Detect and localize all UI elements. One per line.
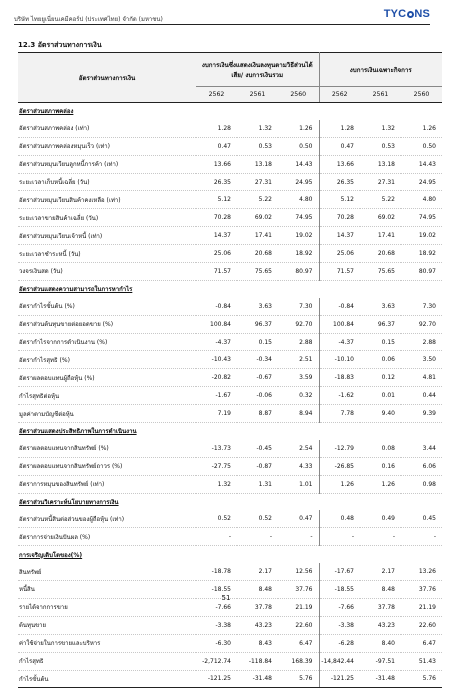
ratio-value-cell: 0.52 [237, 510, 278, 527]
ratio-value-cell: 0.98 [401, 475, 442, 493]
ratio-value-cell: -97.51 [360, 652, 401, 670]
ratio-value-cell: -17.67 [319, 563, 360, 580]
ratio-label: หนี้สิน [18, 581, 196, 599]
table-row [18, 209, 442, 227]
ratio-value-cell: 0.53 [237, 137, 278, 155]
ratio-value-cell: -10.10 [319, 351, 360, 369]
ratio-value-cell: 1.28 [196, 120, 237, 137]
ratio-value-cell: 0.08 [360, 440, 401, 457]
ratio-label: อัตรากำไรขั้นต้น (%) [18, 298, 196, 315]
ratio-value-cell: 3.44 [401, 440, 442, 457]
ratio-label: อัตราส่วนต้นทุนขายต่อยอดขาย (%) [18, 315, 196, 333]
category-row [18, 103, 442, 120]
company-logo [384, 8, 430, 20]
ratio-value-cell: 43.23 [237, 616, 278, 634]
table-row [18, 563, 442, 580]
ratio-value-cell: 0.45 [401, 510, 442, 527]
ratio-value-cell: 18.92 [401, 245, 442, 263]
ratio-label: วงจรเงินสด (วัน) [18, 263, 196, 281]
ratio-value-cell: -10.43 [196, 351, 237, 369]
ratio-value-cell: 5.22 [360, 191, 401, 209]
ratio-value-cell: 100.84 [319, 315, 360, 333]
ratio-value-cell: -20.82 [196, 369, 237, 387]
section-title: 12.3 อัตราส่วนทางการเงิน [18, 41, 102, 49]
ratio-label: อัตรากำไรสุทธิ (%) [18, 351, 196, 369]
ratio-value-cell: 5.22 [237, 191, 278, 209]
ratio-label: อัตราส่วนสภาพคล่องหมุนเร็ว (เท่า) [18, 137, 196, 155]
ratio-value-cell: 19.02 [401, 227, 442, 245]
ratio-value-cell: 24.95 [401, 173, 442, 191]
ratio-value-cell: 168.39 [278, 652, 319, 670]
ratio-value-cell: 8.48 [360, 581, 401, 599]
ratio-value-cell: -31.48 [237, 670, 278, 688]
category-row [18, 493, 442, 510]
ratio-value-cell: 8.94 [278, 405, 319, 423]
ratio-value-cell: 1.26 [360, 475, 401, 493]
ratio-value-cell: 13.18 [360, 155, 401, 173]
ratio-value-cell: 2.88 [278, 333, 319, 351]
ratio-value-cell: 6.47 [401, 634, 442, 652]
ratio-value-cell: -6.28 [319, 634, 360, 652]
table-row [18, 670, 442, 688]
ratio-value-cell: 6.06 [401, 457, 442, 475]
ratio-label: รายได้จากการขาย [18, 598, 196, 616]
ratio-value-cell: 22.60 [401, 616, 442, 634]
ratio-value-cell: 5.12 [196, 191, 237, 209]
category-label: อัตราส่วนแสดงความสามารถในการหากำไร [19, 286, 133, 294]
ratio-value-cell: 51.43 [401, 652, 442, 670]
ratio-value-cell: 74.95 [278, 209, 319, 227]
ratio-value-cell: 69.02 [360, 209, 401, 227]
ratio-value-cell: 1.28 [319, 120, 360, 137]
ratio-value-cell: 3.63 [237, 298, 278, 315]
ratio-value-cell: -0.45 [237, 440, 278, 457]
ratio-value-cell: 18.92 [278, 245, 319, 263]
ratio-value-cell: 70.28 [319, 209, 360, 227]
ratio-value-cell: 80.97 [278, 263, 319, 281]
ratio-value-cell: 9.39 [401, 405, 442, 423]
table-row [18, 405, 442, 423]
ratio-value-cell: 92.70 [278, 315, 319, 333]
logo-text-left: TYC [383, 8, 407, 20]
ratio-value-cell: -7.66 [196, 598, 237, 616]
ratio-value-cell: 0.32 [278, 387, 319, 405]
year-header: 2561 [237, 87, 278, 103]
ratio-value-cell: 6.47 [278, 634, 319, 652]
ratio-value-cell: -4.37 [196, 333, 237, 351]
year-header: 2560 [278, 87, 319, 103]
ratio-value-cell: 14.43 [278, 155, 319, 173]
category-row [18, 280, 442, 297]
logo-ring-icon [407, 11, 414, 18]
ratio-value-cell: 2.17 [360, 563, 401, 580]
ratio-value-cell: 21.19 [278, 598, 319, 616]
ratio-value-cell: 0.47 [278, 510, 319, 527]
ratio-value-cell: -0.06 [237, 387, 278, 405]
ratio-value-cell: -18.55 [319, 581, 360, 599]
ratio-value-cell: -12.79 [319, 440, 360, 457]
ratio-label: อัตราส่วนหมุนเวียนเจ้าหนี้ (เท่า) [18, 227, 196, 245]
ratio-label: กำไรขั้นต้น [18, 670, 196, 688]
ratio-value-cell: 20.68 [360, 245, 401, 263]
table-row [18, 263, 442, 281]
ratio-value-cell: 13.18 [237, 155, 278, 173]
ratio-value-cell: 27.31 [360, 173, 401, 191]
ratio-value-cell: -0.84 [319, 298, 360, 315]
category-row [18, 423, 442, 440]
table-row [18, 652, 442, 670]
ratio-value-cell: 69.02 [237, 209, 278, 227]
ratio-value-cell: 75.65 [360, 263, 401, 281]
ratio-value-cell: 7.78 [319, 405, 360, 423]
ratio-value-cell: 7.30 [278, 298, 319, 315]
ratio-value-cell: 1.26 [278, 120, 319, 137]
table-row [18, 245, 442, 263]
ratio-value-cell: -0.67 [237, 369, 278, 387]
ratio-value-cell: 70.28 [196, 209, 237, 227]
ratio-value-cell: 0.01 [360, 387, 401, 405]
table-row [18, 351, 442, 369]
ratio-value-cell: -1.67 [196, 387, 237, 405]
ratio-value-cell: 1.01 [278, 475, 319, 493]
ratio-value-cell: 0.50 [278, 137, 319, 155]
ratio-value-cell: 25.06 [319, 245, 360, 263]
ratio-label: อัตราส่วนหนี้สินต่อส่วนของผู้ถือหุ้น (เท่า) [18, 510, 196, 527]
ratio-value-cell: 92.70 [401, 315, 442, 333]
ratio-value-cell: 21.19 [401, 598, 442, 616]
ratio-label: มูลค่าตามบัญชีต่อหุ้น [18, 405, 196, 423]
ratio-value-cell: 25.06 [196, 245, 237, 263]
ratio-value-cell: 5.76 [401, 670, 442, 688]
ratio-label: อัตราผลตอบแทนผู้ถือหุ้น (%) [18, 369, 196, 387]
ratio-value-cell: -118.84 [237, 652, 278, 670]
table-row [18, 440, 442, 457]
ratio-value-cell: 9.40 [360, 405, 401, 423]
ratio-label: ค่าใช้จ่ายในการขายและบริหาร [18, 634, 196, 652]
ratio-value-cell: 37.78 [360, 598, 401, 616]
ratio-value-cell: -18.55 [196, 581, 237, 599]
ratio-value-cell: 20.68 [237, 245, 278, 263]
ratio-value-cell: 71.57 [196, 263, 237, 281]
ratio-value-cell: 7.30 [401, 298, 442, 315]
ratio-label: อัตราส่วนหมุนเวียนลูกหนี้การค้า (เท่า) [18, 155, 196, 173]
table-row [18, 227, 442, 245]
category-label: การเจริญเติบโตของ(%) [19, 551, 83, 559]
ratio-value-cell: 1.32 [360, 120, 401, 137]
ratio-value-cell: -0.84 [196, 298, 237, 315]
ratio-value-cell: 100.84 [196, 315, 237, 333]
ratio-value-cell: 8.87 [237, 405, 278, 423]
ratio-value-cell: 75.65 [237, 263, 278, 281]
ratio-label: สินทรัพย์ [18, 563, 196, 580]
ratio-value-cell: 43.23 [360, 616, 401, 634]
ratio-value-cell: 71.57 [319, 263, 360, 281]
ratio-value-cell: 1.32 [196, 475, 237, 493]
financial-ratio-table [18, 52, 442, 688]
table-row [18, 333, 442, 351]
header-rule [14, 24, 430, 25]
table-row [18, 634, 442, 652]
table-row [18, 369, 442, 387]
ratio-value-cell: 8.40 [360, 634, 401, 652]
table-row [18, 298, 442, 315]
category-row [18, 546, 442, 563]
ratio-value-cell: 1.32 [237, 120, 278, 137]
ratio-value-cell: -31.48 [360, 670, 401, 688]
ratio-label: ระยะเวลาชำระหนี้ (วัน) [18, 245, 196, 263]
ratio-value-cell: 0.44 [401, 387, 442, 405]
ratio-value-cell: -7.66 [319, 598, 360, 616]
ratio-value-cell: 0.52 [196, 510, 237, 527]
ratio-value-cell: 8.43 [237, 634, 278, 652]
ratio-value-cell: - [278, 528, 319, 546]
ratio-value-cell: 19.02 [278, 227, 319, 245]
table-row [18, 475, 442, 493]
ratio-value-cell: 4.80 [401, 191, 442, 209]
ratio-value-cell: 80.97 [401, 263, 442, 281]
ratio-value-cell: -121.25 [196, 670, 237, 688]
ratio-value-cell: -0.87 [237, 457, 278, 475]
ratio-value-cell: 13.26 [401, 563, 442, 580]
category-label: อัตราส่วนแสดงประสิทธิภาพในการดำเนินงาน [19, 428, 137, 436]
ratio-label: อัตรากำไรจากการดำเนินงาน (%) [18, 333, 196, 351]
ratio-value-cell: 27.31 [237, 173, 278, 191]
ratio-value-cell: 4.80 [278, 191, 319, 209]
ratio-value-cell: 13.66 [196, 155, 237, 173]
ratio-value-cell: - [319, 528, 360, 546]
ratio-value-cell: -14,842.44 [319, 652, 360, 670]
ratio-value-cell: 5.12 [319, 191, 360, 209]
ratio-value-cell: -18.78 [196, 563, 237, 580]
ratio-value-cell: -13.73 [196, 440, 237, 457]
ratio-value-cell: - [401, 528, 442, 546]
ratio-value-cell: 1.31 [237, 475, 278, 493]
ratio-label: อัตราผลตอบแทนจากสินทรัพย์ (%) [18, 440, 196, 457]
ratio-value-cell: 17.41 [360, 227, 401, 245]
ratio-value-cell: 26.35 [319, 173, 360, 191]
ratio-value-cell: 0.15 [237, 333, 278, 351]
ratio-value-cell: 0.12 [360, 369, 401, 387]
ratio-label: ระยะเวลาเก็บหนี้เฉลี่ย (วัน) [18, 173, 196, 191]
ratio-label: ระยะเวลาขายสินค้าเฉลี่ย (วัน) [18, 209, 196, 227]
ratio-value-cell: 0.50 [401, 137, 442, 155]
table-row [18, 173, 442, 191]
table-row [18, 191, 442, 209]
ratio-label: อัตราการจ่ายเงินปันผล (%) [18, 528, 196, 546]
ratio-value-cell: -0.34 [237, 351, 278, 369]
ratio-label: อัตราการหมุนของสินทรัพย์ (เท่า) [18, 475, 196, 493]
company-name: บริษัท ไทยยูเนี่ยนเคมีคอร์ป (ประเทศไทย) จำกัด (มหาชน) [14, 16, 163, 23]
ratio-value-cell: 1.26 [401, 120, 442, 137]
ratio-value-cell: 1.26 [319, 475, 360, 493]
ratio-value-cell: 2.17 [237, 563, 278, 580]
ratio-value-cell: 12.56 [278, 563, 319, 580]
year-header: 2561 [360, 87, 401, 103]
ratio-value-cell: 13.66 [319, 155, 360, 173]
ratio-value-cell: -27.75 [196, 457, 237, 475]
ratio-value-cell: 3.63 [360, 298, 401, 315]
ratio-value-cell: 17.41 [237, 227, 278, 245]
table-row [18, 137, 442, 155]
ratio-value-cell: - [196, 528, 237, 546]
ratio-value-cell: 74.95 [401, 209, 442, 227]
table-row [18, 457, 442, 475]
page-number: 51 [221, 594, 231, 602]
ratio-label: ต้นทุนขาย [18, 616, 196, 634]
ratio-value-cell: -3.38 [319, 616, 360, 634]
table-row [18, 120, 442, 137]
ratio-value-cell: -18.83 [319, 369, 360, 387]
ratio-label: กำไรสุทธิต่อหุ้น [18, 387, 196, 405]
ratio-value-cell: -4.37 [319, 333, 360, 351]
ratio-value-cell: 26.35 [196, 173, 237, 191]
ratio-value-cell: 2.88 [401, 333, 442, 351]
ratio-value-cell: 0.49 [360, 510, 401, 527]
financial-ratio-table-container [18, 52, 442, 688]
ratio-value-cell: 24.95 [278, 173, 319, 191]
ratio-value-cell: 37.76 [401, 581, 442, 599]
ratio-value-cell: 96.37 [360, 315, 401, 333]
category-label: อัตราส่วนสภาพคล่อง [19, 108, 74, 116]
ratio-value-cell: 0.53 [360, 137, 401, 155]
table-row [18, 616, 442, 634]
ratio-value-cell: 5.76 [278, 670, 319, 688]
ratio-value-cell: 4.33 [278, 457, 319, 475]
category-label: อัตราส่วนวิเคราะห์นโยบายทางการเงิน [19, 499, 119, 507]
ratio-value-cell: - [237, 528, 278, 546]
ratio-value-cell: 8.48 [237, 581, 278, 599]
ratio-value-cell: -1.62 [319, 387, 360, 405]
ratio-value-cell: 4.81 [401, 369, 442, 387]
ratio-value-cell: 7.19 [196, 405, 237, 423]
ratio-value-cell: 14.43 [401, 155, 442, 173]
ratio-value-cell: 2.51 [278, 351, 319, 369]
table-row [18, 510, 442, 527]
ratio-value-cell: -2,712.74 [196, 652, 237, 670]
ratio-value-cell: -3.38 [196, 616, 237, 634]
table-row [18, 315, 442, 333]
ratio-value-cell: 96.37 [237, 315, 278, 333]
ratio-value-cell: 0.16 [360, 457, 401, 475]
ratio-value-cell: 2.54 [278, 440, 319, 457]
year-header: 2562 [196, 87, 237, 103]
ratio-value-cell: 0.06 [360, 351, 401, 369]
separate-group-header: งบการเงินเฉพาะกิจการ [319, 53, 442, 87]
ratio-value-cell: 14.37 [319, 227, 360, 245]
ratio-label: อัตราส่วนสภาพคล่อง (เท่า) [18, 120, 196, 137]
consolidated-group-header: งบการเงินซึ่งแสดงเงินลงทุนตามวิธีส่วนได้เสีย/ งบการเงินรวม [196, 53, 319, 87]
table-row [18, 528, 442, 546]
year-header: 2562 [319, 87, 360, 103]
ratio-value-cell: 0.47 [196, 137, 237, 155]
ratio-value-cell: - [360, 528, 401, 546]
ratio-value-cell: 37.76 [278, 581, 319, 599]
ratio-label: อัตราส่วนหมุนเวียนสินค้าคงเหลือ (เท่า) [18, 191, 196, 209]
table-row [18, 387, 442, 405]
ratio-value-cell: 0.48 [319, 510, 360, 527]
ratio-label: อัตราผลตอบแทนจากสินทรัพย์ถาวร (%) [18, 457, 196, 475]
ratio-value-cell: -121.25 [319, 670, 360, 688]
ratio-value-cell: 0.47 [319, 137, 360, 155]
table-row [18, 155, 442, 173]
ratio-value-cell: 37.78 [237, 598, 278, 616]
ratio-label: กำไรสุทธิ [18, 652, 196, 670]
ratio-value-cell: -26.85 [319, 457, 360, 475]
ratio-value-cell: 0.15 [360, 333, 401, 351]
ratio-value-cell: 3.59 [278, 369, 319, 387]
label-column-header: อัตราส่วนทางการเงิน [18, 53, 196, 103]
year-header: 2560 [401, 87, 442, 103]
logo-text-right: NS [414, 8, 430, 20]
ratio-value-cell: -6.30 [196, 634, 237, 652]
ratio-value-cell: 14.37 [196, 227, 237, 245]
ratio-value-cell: 3.50 [401, 351, 442, 369]
ratio-value-cell: 22.60 [278, 616, 319, 634]
